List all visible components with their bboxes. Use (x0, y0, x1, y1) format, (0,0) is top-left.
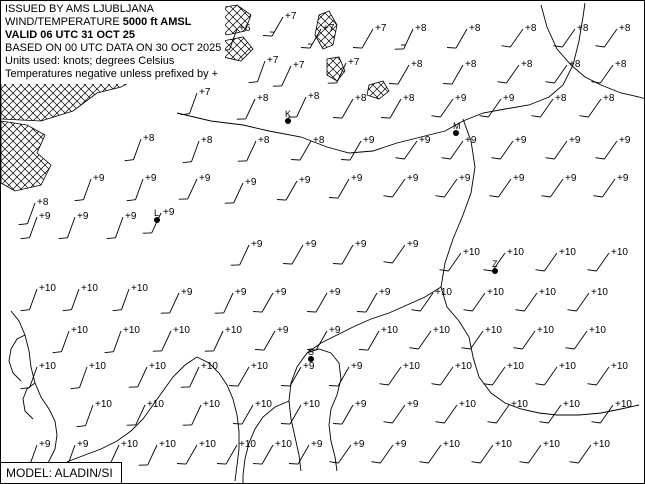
temperature-label: +6 (239, 23, 251, 34)
wind-barb (568, 293, 590, 311)
temperature-label: +9 (39, 439, 51, 450)
wind-barb (443, 65, 463, 84)
temperature-label: +10 (507, 247, 524, 258)
temperature-label: +9 (303, 361, 315, 372)
wind-barb (436, 405, 458, 423)
temperature-label: +9 (565, 173, 577, 184)
temperature-label: +8 (313, 135, 325, 146)
temperature-label: +10 (559, 247, 576, 258)
wind-barb (229, 367, 249, 386)
wind-barb (233, 405, 253, 424)
wind-barb (291, 141, 311, 160)
temperature-label: +8 (577, 23, 589, 34)
wind-barb (389, 65, 409, 84)
wind-barb (179, 179, 197, 199)
temperature-label: +8 (569, 59, 581, 70)
wind-barb (329, 367, 349, 386)
temperature-label: +10 (303, 399, 320, 410)
temperature-label: +10 (95, 399, 112, 410)
temperature-label: +8 (201, 135, 213, 146)
wind-barb (181, 93, 197, 115)
temperature-label: +9 (419, 135, 431, 146)
temperature-label: +9 (351, 361, 363, 372)
temperature-label: +10 (559, 361, 576, 372)
temperature-label: +9 (355, 399, 367, 410)
wind-barb (215, 293, 233, 313)
temperature-label: +9 (329, 287, 341, 298)
station-label: L (154, 208, 160, 218)
wind-barb (596, 141, 618, 159)
wind-barb (592, 65, 614, 83)
temperature-label: +9 (163, 207, 175, 218)
wind-barb (480, 99, 502, 117)
temperature-label: +10 (89, 361, 106, 372)
wind-barb (249, 61, 265, 83)
temperature-label: +9 (513, 173, 525, 184)
wind-barb (395, 29, 413, 49)
wind-barb (384, 245, 406, 263)
temperature-label: +10 (403, 361, 420, 372)
temperature-label: +10 (485, 325, 502, 336)
temperature-label: +10 (593, 439, 610, 450)
wind-barb (357, 293, 377, 312)
temperature-label: +10 (433, 325, 450, 336)
wind-barb (127, 405, 145, 425)
wind-barb (442, 141, 464, 159)
wind-barb (63, 289, 79, 311)
temperature-label: +8 (619, 23, 631, 34)
temperature-label: +10 (81, 283, 98, 294)
wind-barb (177, 445, 197, 464)
temperature-label: +8 (37, 197, 49, 208)
temperature-label: +9 (125, 211, 137, 222)
temperature-label: +9 (93, 173, 105, 184)
temperature-label: +9 (407, 173, 419, 184)
temperature-label: +10 (563, 399, 580, 410)
temperature-label: +9 (455, 93, 467, 104)
temperature-label: +8 (603, 93, 615, 104)
wind-barb (139, 445, 157, 465)
temperature-label: +9 (311, 439, 323, 450)
temperature-label: +10 (121, 439, 138, 450)
wind-barb (384, 179, 406, 197)
wind-barb (490, 179, 512, 197)
temperature-label: +10 (511, 399, 528, 410)
temperature-label: +9 (379, 287, 391, 298)
temperature-label: +8 (403, 93, 415, 104)
temperature-label: +9 (145, 173, 157, 184)
temperature-label: +10 (611, 247, 628, 258)
temperature-label: +9 (275, 287, 287, 298)
temperature-label: +10 (159, 439, 176, 450)
wind-barb (372, 445, 394, 463)
temperature-label: +8 (521, 59, 533, 70)
temperature-label: +8 (525, 23, 537, 34)
wind-barb (432, 367, 454, 385)
level-label: 5000 ft AMSL (122, 16, 192, 28)
wind-barb (21, 367, 37, 389)
temperature-label: +9 (503, 93, 515, 104)
temperature-label: +10 (455, 361, 472, 372)
wind-barb (359, 331, 379, 350)
wind-barb (237, 99, 255, 119)
temperature-label: +10 (381, 325, 398, 336)
temperature-label: +9 (465, 135, 477, 146)
station-label: Z (492, 259, 498, 269)
temperature-label: +10 (251, 361, 268, 372)
wind-barb (77, 405, 93, 427)
temperature-label: +9 (515, 135, 527, 146)
station-label: M (453, 121, 461, 131)
wind-barb (542, 179, 564, 197)
temperature-label: +10 (495, 439, 512, 450)
wind-barb (516, 293, 538, 311)
wind-barb (381, 99, 401, 118)
temperature-label: +7 (375, 23, 387, 34)
temperature-label: +9 (569, 135, 581, 146)
wind-barb (447, 29, 467, 48)
temperature-label: +8 (258, 135, 270, 146)
temperature-label: +9 (199, 173, 211, 184)
temperature-label: +9 (395, 439, 407, 450)
wind-barb (532, 99, 554, 117)
wind-barb (253, 293, 273, 312)
wind-barb (21, 289, 37, 311)
wind-barb (129, 367, 147, 387)
temperature-label: +9 (407, 239, 419, 250)
temperature-label: +10 (131, 283, 148, 294)
wind-barb (161, 293, 179, 313)
wind-barb (59, 217, 75, 239)
wind-barb (341, 141, 361, 160)
temperature-label: +10 (591, 287, 608, 298)
wind-barb (329, 179, 349, 198)
temperature-label: +7 (267, 55, 279, 66)
temperature-label: +8 (355, 93, 367, 104)
temperature-label: +9 (329, 325, 341, 336)
temperature-label: +10 (275, 439, 292, 450)
wind-barb (520, 445, 542, 463)
wind-barb (181, 367, 199, 387)
wind-barb (353, 29, 373, 48)
wind-barb (105, 331, 121, 353)
temperature-label: +10 (225, 325, 242, 336)
temperature-label: +7 (285, 11, 297, 22)
wind-barb (53, 331, 69, 353)
wind-barb (484, 367, 506, 385)
wind-barb (19, 203, 35, 225)
temperature-label: +10 (615, 399, 632, 410)
wind-barb (183, 405, 201, 425)
temperature-label: +10 (463, 247, 480, 258)
wind-barb (502, 29, 524, 47)
wind-barb (384, 405, 406, 423)
wind-barb (498, 65, 520, 83)
chart-header (1, 1, 225, 84)
temperature-label: +10 (239, 439, 256, 450)
temperature-label: +10 (443, 439, 460, 450)
temperature-label: +8 (415, 23, 427, 34)
wind-barb (546, 141, 568, 159)
wind-barb (380, 367, 402, 385)
temperature-label: +9 (459, 173, 471, 184)
wind-barb (536, 367, 558, 385)
wind-barb (205, 331, 223, 351)
temperature-label: +7 (323, 23, 335, 34)
temperature-label: +9 (353, 439, 365, 450)
temperature-label: +9 (299, 175, 311, 186)
temperature-label: +8 (257, 93, 269, 104)
temperature-label: +8 (411, 59, 423, 70)
wind-barb (570, 445, 592, 463)
wind-barb (263, 17, 283, 36)
temperature-label: +7 (293, 60, 305, 71)
wind-barb (253, 445, 273, 464)
wind-barb (514, 331, 536, 349)
station-label: S (308, 347, 315, 357)
temperature-label: +10 (199, 439, 216, 450)
temperature-label: +10 (543, 439, 560, 450)
wind-barb (472, 445, 494, 463)
wind-barb (107, 217, 123, 239)
temperature-label: +10 (123, 325, 140, 336)
wind-barb (333, 245, 353, 264)
temperature-note-line: Temperatures negative unless prefixed by + (5, 68, 219, 80)
temperature-label: +9 (39, 211, 51, 222)
temperature-label: +7 (348, 57, 360, 68)
wind-barb (71, 367, 87, 389)
wind-barb (396, 141, 418, 159)
temperature-label: +10 (539, 287, 556, 298)
temperature-label: +10 (39, 283, 56, 294)
wind-barb (273, 66, 291, 86)
wind-barb (75, 179, 91, 201)
wind-barb (492, 141, 514, 159)
wind-barb (277, 181, 297, 200)
basis-line: BASED ON 00 UTC DATA ON 30 OCT 2025 (5, 42, 222, 54)
wind-barb (113, 289, 129, 311)
wind-barb (410, 331, 432, 349)
temperature-label: +8 (308, 91, 320, 102)
wind-barb (488, 405, 510, 423)
model-footer (1, 462, 122, 483)
temperature-label: +8 (465, 59, 477, 70)
temperature-label: +9 (181, 287, 193, 298)
temperature-label: +10 (537, 325, 554, 336)
wind-barb (333, 405, 353, 424)
temperature-label: +8 (555, 93, 567, 104)
wind-barb (238, 141, 256, 161)
wind-barb (333, 99, 353, 118)
temperature-label: +8 (143, 133, 155, 144)
wind-barb (462, 331, 484, 349)
wind-barb (580, 99, 602, 117)
wind-barb (440, 253, 462, 271)
temperature-label: +9 (235, 287, 247, 298)
wind-barb (255, 331, 275, 350)
wind-barb (225, 183, 243, 203)
temperature-label: +9 (251, 239, 263, 250)
wind-barb (436, 179, 458, 197)
temperature-label: +10 (173, 325, 190, 336)
wind-barb (153, 331, 171, 351)
wind-barb (464, 293, 486, 311)
temperature-label: +7 (199, 87, 211, 98)
wind-barb (554, 29, 576, 47)
temperature-label: +10 (435, 287, 452, 298)
temperature-label: +9 (305, 239, 317, 250)
temperature-label: +9 (245, 177, 257, 188)
issuer-line: ISSUED BY AMS LJUBLJANA (5, 3, 154, 15)
temperature-label: +9 (77, 211, 89, 222)
temperature-label: +10 (149, 361, 166, 372)
station-label: K (285, 109, 292, 119)
temperature-label: +10 (487, 287, 504, 298)
temperature-label: +8 (469, 23, 481, 34)
temperature-label: +9 (351, 173, 363, 184)
wind-barb (536, 253, 558, 271)
wind-barb (127, 179, 143, 201)
temperature-label: +9 (77, 439, 89, 450)
temperature-label: +10 (71, 325, 88, 336)
temperature-label: +10 (39, 361, 56, 372)
temperature-label: +9 (277, 325, 289, 336)
wind-barb (420, 445, 442, 463)
wind-barb (283, 245, 303, 264)
temperature-label: +10 (507, 361, 524, 372)
wind-barb (596, 29, 618, 47)
units-line: Units used: knots; degrees Celsius (5, 55, 175, 67)
temperature-label: +10 (255, 399, 272, 410)
temperature-label: +8 (615, 59, 627, 70)
temperature-label: +9 (355, 239, 367, 250)
temperature-label: +10 (459, 399, 476, 410)
temperature-label: +9 (617, 173, 629, 184)
temperature-label: +9 (619, 135, 631, 146)
validity-line: VALID 06 UTC 31 OCT 25 (5, 29, 135, 41)
temperature-label: +10 (611, 361, 628, 372)
model-label: MODEL: ALADIN/SI (6, 466, 113, 480)
temperature-label: +9 (407, 399, 419, 410)
wind-barb (307, 293, 327, 312)
product-line: WIND/TEMPERATURE 5000 ft AMSL (5, 16, 192, 28)
temperature-label: +10 (589, 325, 606, 336)
temperature-label: +10 (147, 399, 164, 410)
wind-barb (183, 141, 199, 163)
wind-barb (432, 99, 454, 117)
wind-barb (231, 245, 249, 265)
wind-barb (217, 445, 237, 464)
temperature-label: +10 (201, 361, 218, 372)
wind-barb (594, 179, 616, 197)
wind-barb (588, 367, 610, 385)
wind-barb (546, 65, 568, 83)
wind-barb (566, 331, 588, 349)
temperature-label: +10 (203, 399, 220, 410)
wind-barb (588, 253, 610, 271)
temperature-label: +9 (363, 135, 375, 146)
wind-barb (125, 139, 141, 161)
